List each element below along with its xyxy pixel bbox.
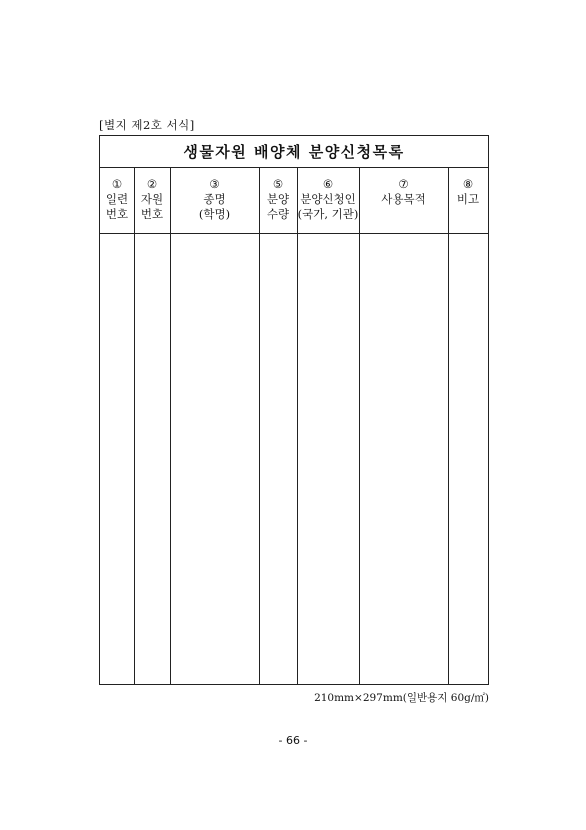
form-number-label: [별지 제2호 서식] bbox=[99, 118, 195, 132]
col-header-quantity bbox=[259, 177, 297, 222]
column-divider bbox=[448, 168, 449, 684]
col-label-line1: 분양신청인 bbox=[300, 192, 356, 206]
col-number: ③ bbox=[209, 177, 220, 191]
col-label-line2: (학명) bbox=[198, 207, 231, 221]
col-header-serial-number bbox=[100, 177, 134, 222]
col-number: ⑧ bbox=[462, 177, 474, 191]
col-number: ⑦ bbox=[398, 177, 409, 191]
col-label-line1: 자원 bbox=[140, 192, 164, 206]
col-header-species-name bbox=[170, 177, 259, 222]
page-number: - 66 - bbox=[278, 734, 308, 747]
application-list-table bbox=[99, 135, 489, 685]
col-header-resource-number bbox=[134, 177, 170, 222]
col-label-line1: 사용목적 bbox=[381, 192, 426, 206]
col-header-applicant bbox=[297, 177, 359, 222]
col-label-line2: (국가, 기관) bbox=[297, 207, 359, 221]
table-title-row bbox=[100, 136, 488, 168]
col-header-remarks bbox=[448, 177, 488, 207]
col-label-line2: 번호 bbox=[105, 207, 129, 221]
col-label-line1: 종명 bbox=[203, 192, 226, 206]
column-divider bbox=[259, 168, 260, 684]
col-label-line1: 일련 bbox=[105, 192, 129, 206]
col-header-purpose bbox=[359, 177, 448, 207]
column-divider bbox=[170, 168, 171, 684]
col-label-line1: 분양 bbox=[266, 192, 290, 206]
column-divider bbox=[297, 168, 298, 684]
col-label-line2: 수량 bbox=[266, 207, 290, 221]
col-number: ⑤ bbox=[272, 177, 284, 191]
col-label-line2: 번호 bbox=[140, 207, 164, 221]
col-number: ② bbox=[146, 177, 158, 191]
column-divider bbox=[359, 168, 360, 684]
col-number: ① bbox=[111, 177, 123, 191]
column-divider bbox=[134, 168, 135, 684]
paper-size-note: 210mm×297mm(일반용지 60g/㎡) bbox=[314, 692, 489, 704]
col-label-line1: 비고 bbox=[456, 192, 480, 206]
table-title: 생물자원 배양체 분양신청목록 bbox=[183, 143, 405, 161]
col-number: ⑥ bbox=[322, 177, 334, 191]
